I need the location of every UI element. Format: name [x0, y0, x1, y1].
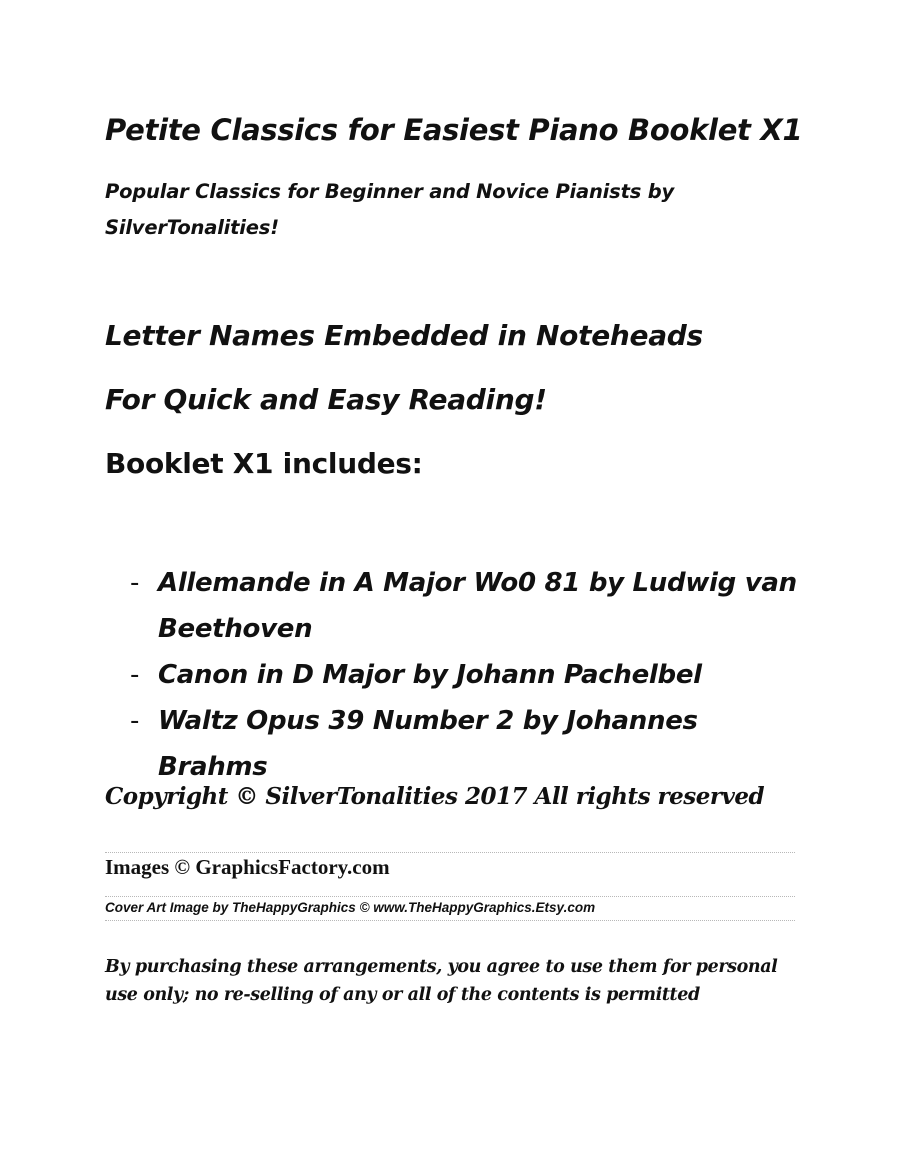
piece-title: Allemande in A Major Wo0 81 by Ludwig van Beethoven — [158, 568, 797, 644]
list-item — [130, 560, 810, 652]
list-bullet: - — [130, 660, 140, 690]
dotted-divider — [105, 896, 795, 897]
headline-quick-reading: For Quick and Easy Reading! — [105, 383, 547, 416]
dotted-divider — [105, 920, 795, 921]
list-bullet: - — [130, 568, 140, 598]
piece-title: Waltz Opus 39 Number 2 by Johannes Brahms — [158, 706, 698, 782]
booklet-title: Petite Classics for Easiest Piano Booklet X1 — [105, 113, 803, 147]
pieces-list — [130, 560, 810, 790]
list-item — [130, 652, 810, 698]
piece-title: Canon in D Major by Johann Pachelbel — [158, 660, 702, 690]
booklet-subtitle: Popular Classics for Beginner and Novice Pianists by SilverTonalities! — [105, 180, 674, 239]
cover-art-credit: Cover Art Image by TheHappyGraphics © www.TheHappyGraphics.Etsy.com — [105, 900, 596, 915]
copyright-notice: Copyright © SilverTonalities 2017 All rights reserved — [105, 783, 765, 810]
includes-label: Booklet X1 includes: — [105, 447, 423, 480]
usage-disclaimer: By purchasing these arrangements, you agree to use them for personal use only; no re-selling of any or all of the contents is permitted — [105, 957, 778, 1005]
list-bullet: - — [130, 706, 140, 736]
headline-letter-names: Letter Names Embedded in Noteheads — [105, 319, 703, 352]
images-credit: Images © GraphicsFactory.com — [105, 855, 390, 879]
